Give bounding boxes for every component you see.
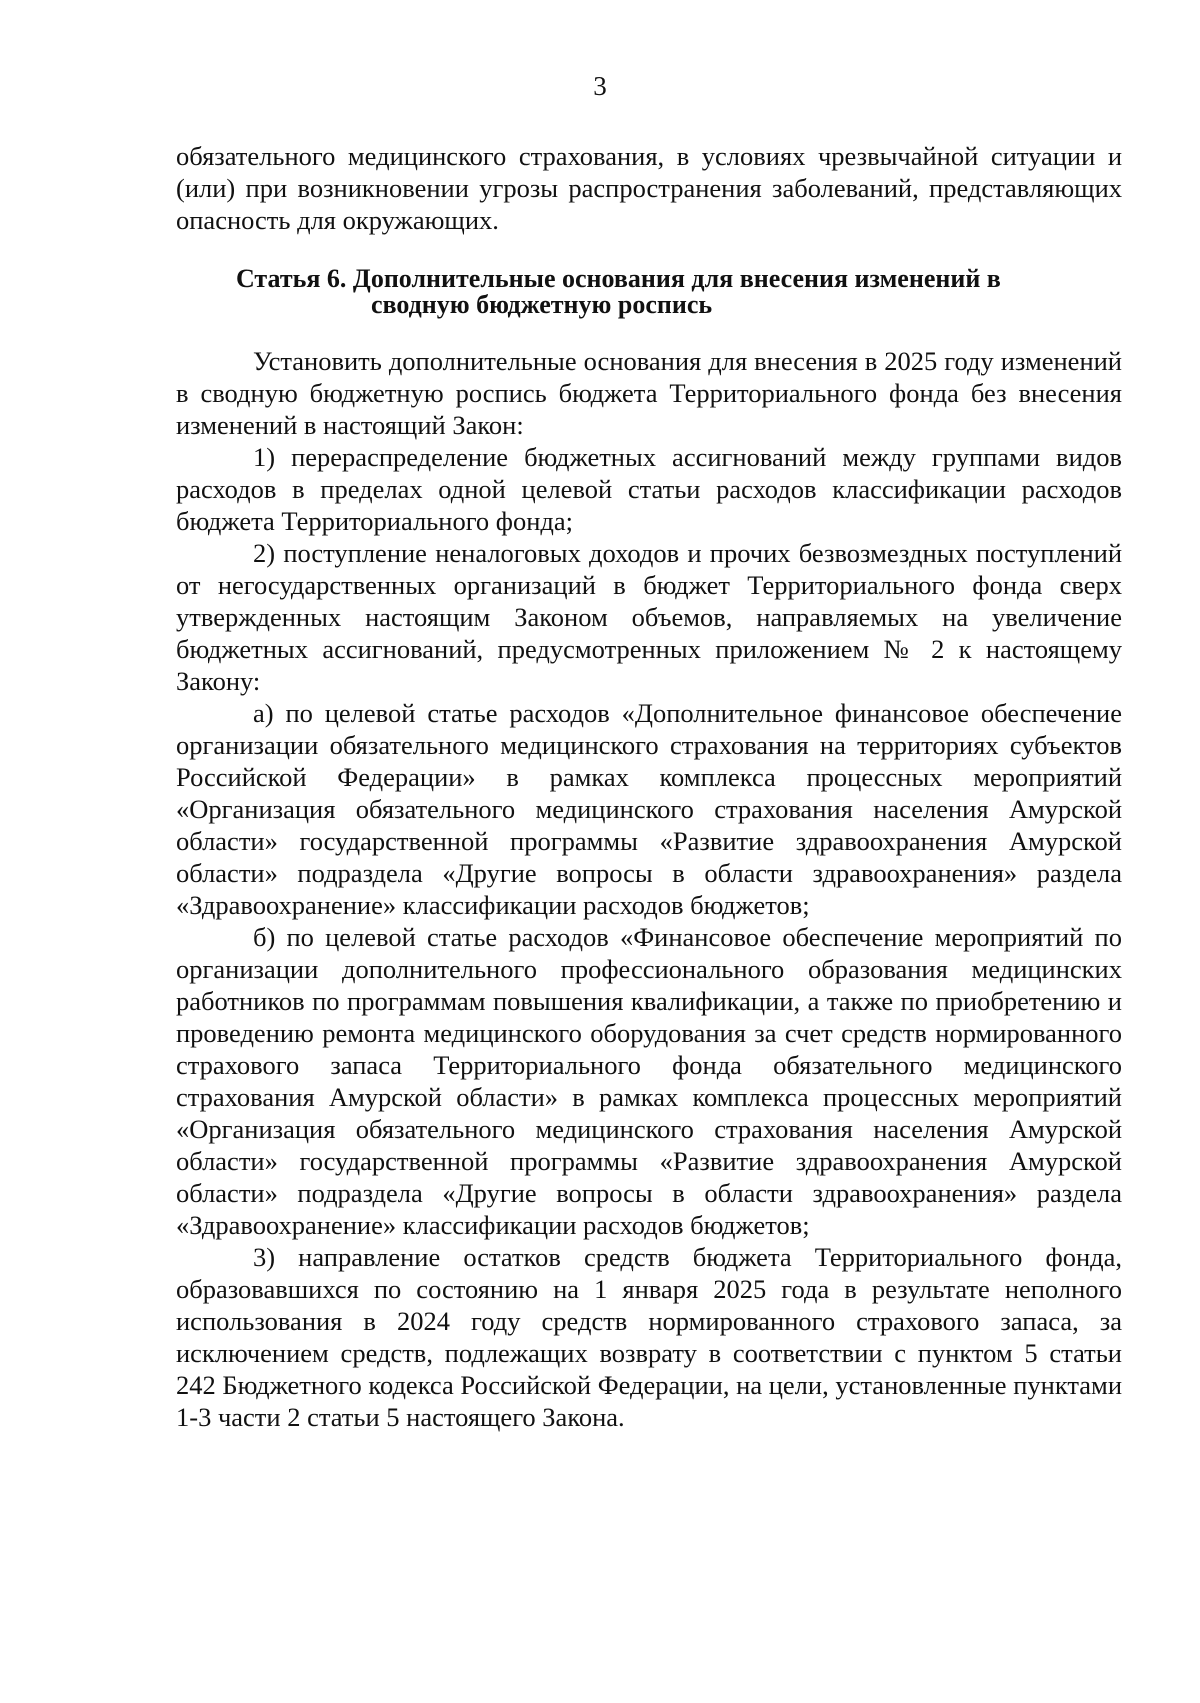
intro-paragraph-container [176, 140, 1122, 236]
paragraph-subitem-a: а) по целевой статье расходов «Дополнительное финансовое обеспечение организации обязательного медицинского страхования на территориях субъектов Российской Федерации» в рамках комплекса процессных мероприятий «Организация обязательного медицинского страхования населения Амурской области» государственной программы «Развитие здравоохранения Амурской области» подраздела «Другие вопросы в области здравоохранения» раздела «Здравоохранение» классификации расходов бюджетов; [176, 698, 1122, 920]
paragraph-item-1: 1) перераспределение бюджетных ассигнований между группами видов расходов в пределах одной целевой статьи расходов классификации расходов бюджета Территориального фонда; [176, 442, 1122, 536]
page-number: 3 [593, 71, 607, 101]
paragraph-subitem-b: б) по целевой статье расходов «Финансовое обеспечение мероприятий по организации дополнительного профессионального образования медицинских работников по программам повышения квалификации, а также по приобретению и проведению ремонта медицинского оборудования за счет средств нормированного страхового запаса Территориального фонда обязательного медицинского страхования Амурской области» в рамках комплекса процессных мероприятий «Организация обязательного медицинского страхования населения Амурской области» государственной программы «Развитие здравоохранения Амурской области» подраздела «Другие вопросы в области здравоохранения» раздела «Здравоохранение» классификации расходов бюджетов; [176, 922, 1122, 1240]
paragraph-item-3: 3) направление остатков средств бюджета Территориального фонда, образовавшихся по состоянию на 1 января 2025 года в результате неполного использования в 2024 году средств нормированного страхового запаса, за исключением средств, подлежащих возврату в соответствии с пунктом 5 статьи 242 Бюджетного кодекса Российской Федерации, на цели, установленные пунктами 1-3 части 2 статьи 5 настоящего Закона. [176, 1242, 1122, 1432]
paragraph-preamble: Установить дополнительные основания для внесения в 2025 году изменений в сводную бюджетную роспись бюджета Территориального фонда без внесения изменений в настоящий Закон: [176, 346, 1122, 440]
paragraph-item-2: 2) поступление неналоговых доходов и прочих безвозмездных поступлений от негосударственных организаций в бюджет Территориального фонда сверх утвержденных настоящим Законом объемов, направляемых на увеличение бюджетных ассигнований, предусмотренных приложением № 2 к настоящему Закону: [176, 538, 1122, 696]
article-body [176, 345, 1122, 1433]
intro-paragraph: обязательного медицинского страхования, в условиях чрезвычайной ситуации и (или) при возникновении угрозы распространения заболеваний, представляющих опасность для окружающих. [176, 141, 1122, 235]
article-title [176, 266, 1122, 318]
article-title-line-1: Статья 6. Дополнительные основания для внесения изменений в [236, 264, 1001, 293]
article-title-line-2: сводную бюджетную роспись [371, 290, 713, 319]
